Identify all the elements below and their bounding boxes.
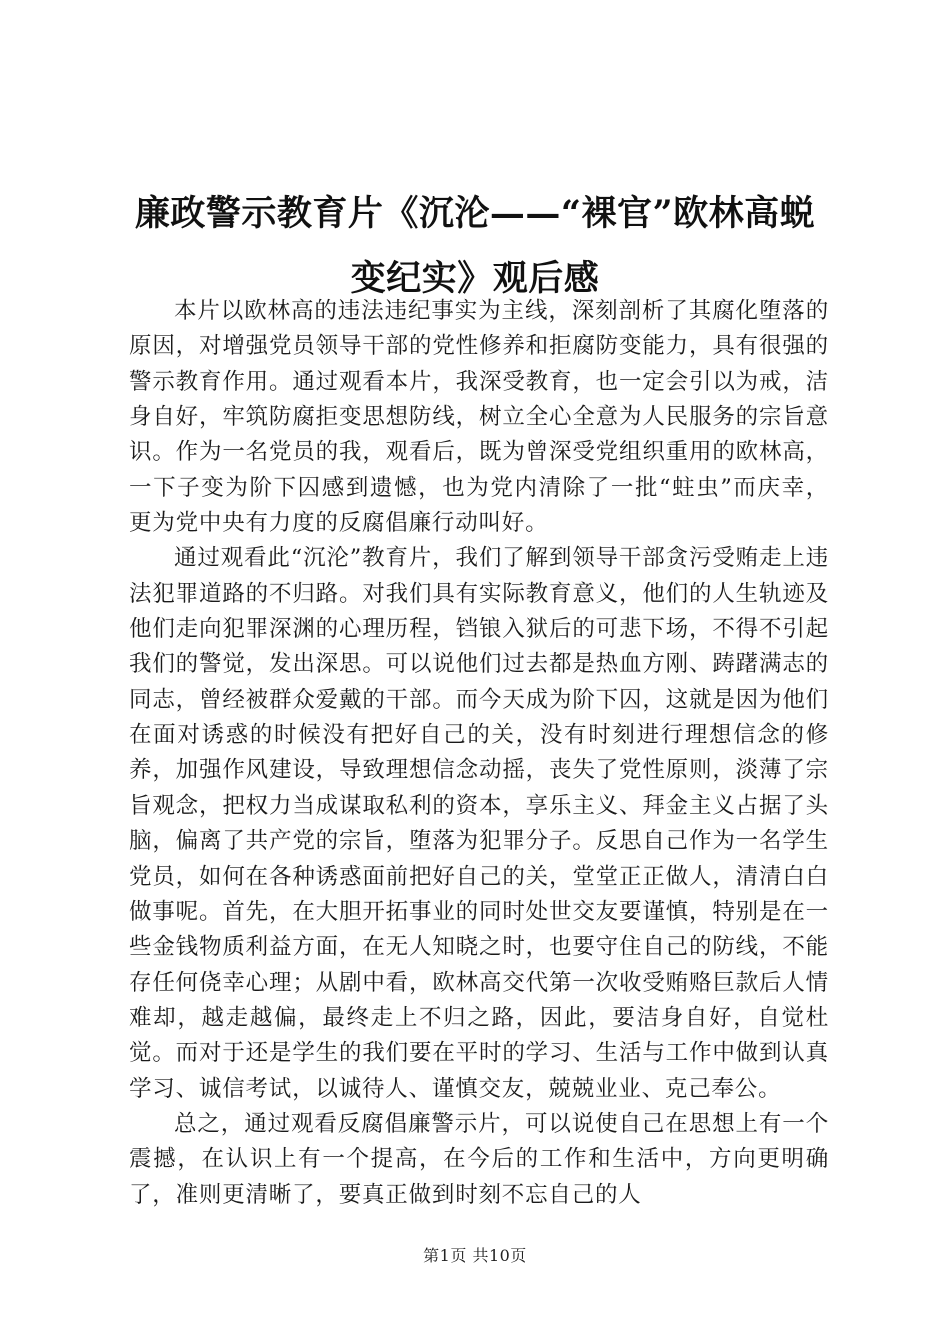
body-paragraph-2: 通过观看此“沉沦”教育片，我们了解到领导干部贪污受贿走上违法犯罪道路的不归路。对我们具有实际教育意义，他们的人生轨迹及他们走向犯罪深渊的心理历程，铛锒入狱后的可悲下场，不得不引起我们的警觉，发出深思。可以说他们过去都是热血方刚、踌躇满志的同志，曾经被群众爱戴的干部。而今天成为阶下囚，这就是因为他们在面对诱惑的时候没有把好自己的关，没有时刻进行理想信念的修养，加强作风建设，导致理想信念动摇，丧失了党性原则，淡薄了宗旨观念，把权力当成谋取私利的资本，享乐主义、拜金主义占据了头脑，偏离了共产党的宗旨，堕落为犯罪分子。反思自己作为一名学生党员，如何在各种诱惑面前把好自己的关，堂堂正正做人，清清白白做事呢。首先，在大胆开拓事业的同时处世交友要谨慎，特别是在一些金钱物质利益方面，在无人知晓之时，也要守住自己的防线，不能存任何侥幸心理；从剧中看，欧林高交代第一次收受贿赂巨款后人情难却，越走越偏，最终走上不归之路，因此，要洁身自好，自觉杜觉。而对于还是学生的我们要在平时的学习、生活与工作中做到认真学习、诚信考试，以诚待人、谨慎交友，兢兢业业、克己奉公。 (129, 545, 829, 1102)
body-paragraph-1: 本片以欧林高的违法违纪事实为主线，深刻剖析了其腐化堕落的原因，对增强党员领导干部的党性修养和拒腐防变能力，具有很强的警示教育作用。通过观看本片，我深受教育，也一定会引以为戒，洁身自好，牢筑防腐拒变思想防线，树立全心全意为人民服务的宗旨意识。作为一名党员的我，观看后，既为曾深受党组织重用的欧林高，一下子变为阶下囚感到遗憾，也为党内清除了一批“蛀虫”而庆幸，更为党中央有力度的反腐倡廉行动叫好。 (129, 298, 829, 537)
document-body (129, 294, 829, 1213)
document-title-line-2: 变纪实》观后感 (350, 258, 600, 299)
body-paragraph-3: 总之，通过观看反腐倡廉警示片，可以说使自己在思想上有一个震撼，在认识上有一个提高，在今后的工作和生活中，方向更明确了，准则更清晰了，要真正做到时刻不忘自己的人 (129, 1110, 829, 1208)
page-number-footer: 第1页 共10页 (423, 1246, 527, 1265)
document-title-line-1: 廉政警示教育片《沉沦——“裸官”欧林高蜕 (134, 193, 816, 234)
